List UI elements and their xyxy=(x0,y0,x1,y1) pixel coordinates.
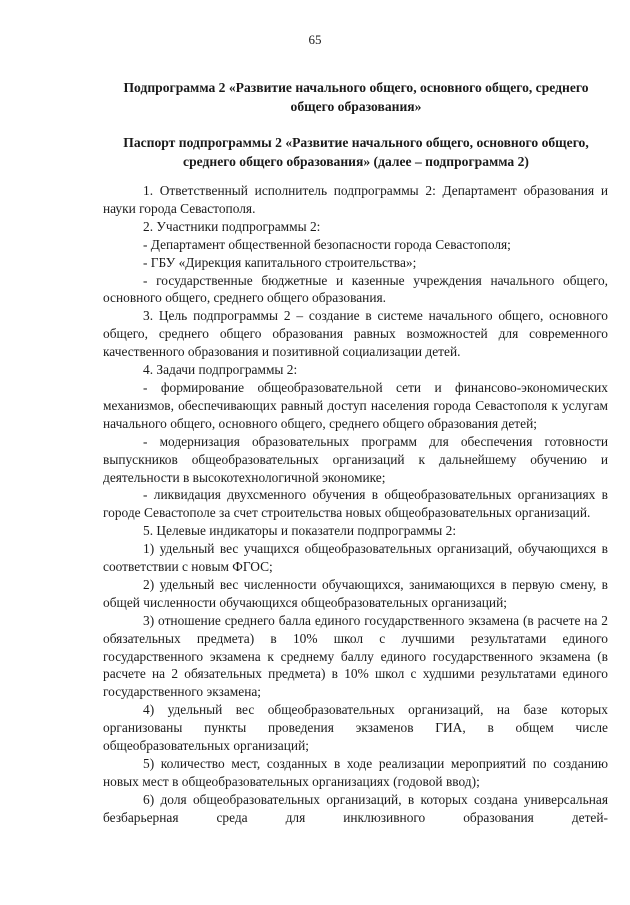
list-item-indicator-1: 1) удельный вес учащихся общеобразовательных организаций, обучающихся в соответствии с новым ФГОС; xyxy=(103,541,608,575)
list-item-task-network: - формирование общеобразовательной сети и финансово-экономических механизмов, обеспечивающих равный доступ населения города Севастополя к услугам начального общего, основного общего, среднего общего образования детей; xyxy=(103,379,608,431)
page-number: 65 xyxy=(308,32,322,47)
list-item-indicator-2: 2) удельный вес численности обучающихся, занимающихся в первую смену, в общей численности обучающихся общеобразовательных организаций; xyxy=(103,576,608,610)
paragraph-responsible-executor: 1. Ответственный исполнитель подпрограммы 2: Департамент образования и науки города Севастополя. xyxy=(103,183,608,216)
list-item-indicator-3: 3) отношение среднего балла единого государственного экзамена (в расчете на 2 обязательных предмета) в 10% школ с лучшими результатами единого государственного экзамена к среднему баллу единого государственного экзамена (в расчете на 2 обязательных предмета) в 10% школ с худшими результатами единого государственного экзамена; xyxy=(103,612,608,700)
body-text xyxy=(103,182,608,827)
list-item-indicator-5: 5) количество мест, созданных в ходе реализации мероприятий по созданию новых мест в общеобразовательных организациях (годовой ввод); xyxy=(103,756,608,789)
list-item-participant-gbu: - ГБУ «Дирекция капитального строительства»; xyxy=(143,254,417,270)
list-item-task-modernization: - модернизация образовательных программ для обеспечения готовности выпускников общеобразовательных организаций к дальнейшему обучению и деятельности в высокотехнологичной экономике; xyxy=(103,433,608,485)
passport-title: Паспорт подпрограммы 2 «Развитие начального общего, основного общего, среднего общего образования» (далее – подпрограмма 2) xyxy=(123,135,589,169)
list-item-participant-institutions: - государственные бюджетные и казенные учреждения начального общего, основного общего, среднего общего образования. xyxy=(103,272,608,306)
list-item-task-two-shift: - ликвидация двухсменного обучения в общеобразовательных организациях в городе Севастополе за счет строительства новых общеобразовательных организаций. xyxy=(103,487,608,521)
list-item-participant-security-dept: - Департамент общественной безопасности города Севастополя; xyxy=(143,236,511,252)
list-item-indicator-4: 4) удельный вес общеобразовательных организаций, на базе которых организованы пункты проведения экзаменов ГИА, в общем числе общеобразовательных организаций; xyxy=(103,702,608,754)
paragraph-indicators-heading: 5. Целевые индикаторы и показатели подпрограммы 2: xyxy=(143,523,457,539)
subprogram-title: Подпрограмма 2 «Развитие начального общего, основного общего, среднего общего образования» xyxy=(123,80,589,114)
paragraph-participants-heading: 2. Участники подпрограммы 2: xyxy=(143,218,321,234)
paragraph-tasks-heading: 4. Задачи подпрограммы 2: xyxy=(143,362,298,378)
list-item-indicator-6: 6) доля общеобразовательных организаций, в которых создана универсальная безбарьерная среда для инклюзивного образования детей- xyxy=(103,791,608,825)
paragraph-goal: 3. Цель подпрограммы 2 – создание в системе начального общего, основного общего, среднего общего образования равных возможностей для современного качественного образования и позитивной социализации детей. xyxy=(103,308,608,360)
